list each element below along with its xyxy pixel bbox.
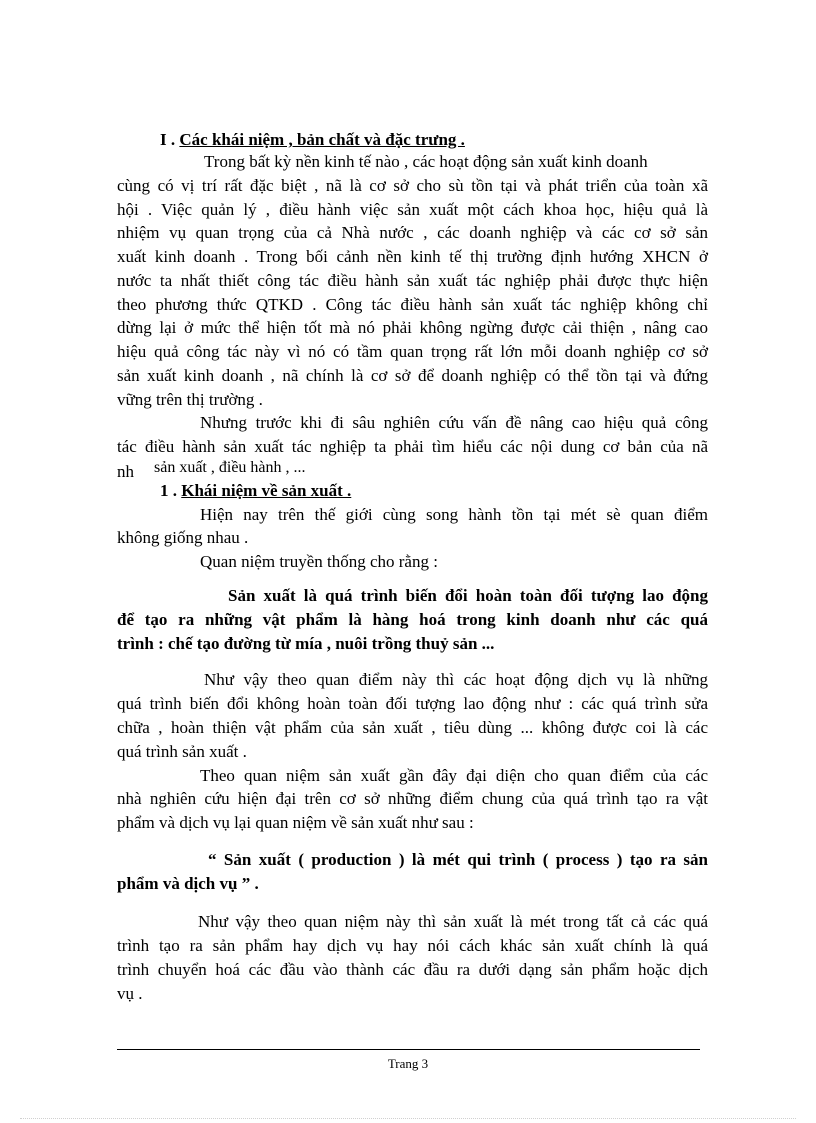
- page-number: Trang 3: [387, 1056, 429, 1071]
- para1-line-9: hiệu quả công tác này vì nó có tầm quan trọng rất lớn mỗi doanh nghiệp cơ sở: [117, 342, 708, 361]
- para1-line-4: nhiệm vụ quan trọng của cả Nhà nước , các doanh nghiệp và các cơ sở sản: [117, 223, 708, 242]
- section-heading-2-number: 1 .: [160, 481, 182, 500]
- para1-line-2: cùng có vị trí rất đặc biệt , nã là cơ sở cho sù tồn tại và phát triển của toàn xã: [117, 176, 708, 195]
- footer-divider: [117, 1049, 700, 1050]
- section-heading-2-title: Khái niệm về sản xuất .: [181, 481, 352, 500]
- quote1-line-2: để tạo ra những vật phẩm là hàng hoá trong kinh doanh như các quá: [117, 610, 708, 629]
- para5-line-3: chữa , hoàn thiện vật phẩm của sản xuất , tiêu dùng ... không được coi là các: [117, 718, 708, 737]
- section-heading-1: [160, 130, 465, 150]
- para5-line-4: quá trình sản xuất .: [117, 742, 247, 761]
- para7-line-2: trình tạo ra sản phẩm hay dịch vụ hay nói cách khác sản xuất chính là quá: [117, 936, 708, 955]
- para7-line-1: Như vậy theo quan niệm này thì sản xuất là mét trong tất cả các quá: [198, 912, 708, 931]
- para2-line-3a: nh: [117, 462, 134, 481]
- para1-line-11: vững trên thị trường .: [117, 390, 263, 409]
- para1-line-1: Trong bất kỳ nền kinh tế nào , các hoạt động sản xuất kinh doanh: [204, 152, 648, 171]
- page-bottom-edge: [20, 1118, 796, 1119]
- para1-line-8: dừng lại ở mức thể hiện tốt mà nó phải không ngừng được cải thiện , nâng cao: [117, 318, 708, 337]
- para2-line-1: Nhưng trước khi đi sâu nghiên cứu vấn đề nâng cao hiệu quả công: [200, 413, 708, 432]
- quote2-line-2: phẩm và dịch vụ ” .: [117, 874, 259, 893]
- para5-line-1: Như vậy theo quan điểm này thì các hoạt động dịch vụ là những: [204, 670, 708, 689]
- para4-line-1: Quan niệm truyền thống cho rằng :: [200, 552, 438, 571]
- para7-line-4: vụ .: [117, 984, 143, 1003]
- para2-line-2: tác điều hành sản xuất tác nghiệp ta phải tìm hiểu các nội dung cơ bản của nã: [117, 437, 708, 456]
- quote2-line-1: “ Sản xuất ( production ) là mét qui trình ( process ) tạo ra sản: [208, 850, 708, 869]
- para3-line-2: không giống nhau .: [117, 528, 249, 547]
- quote1-line-3: trình : chế tạo đường từ mía , nuôi trồng thuỷ sản ...: [117, 634, 495, 653]
- para5-line-2: quá trình biến đổi không hoàn toàn đối tượng lao động như : các quá trình sửa: [117, 694, 708, 713]
- section-heading-1-title: Các khái niệm , bản chất và đặc trưng .: [179, 130, 465, 149]
- para6-line-1: Theo quan niệm sản xuất gần đây đại diện cho quan điểm của các: [200, 766, 708, 785]
- quote1-line-1: Sản xuất là quá trình biến đổi hoàn toàn đối tượng lao động: [228, 586, 708, 605]
- para7-line-3: trình chuyển hoá các đầu vào thành các đầu ra dưới dạng sản phẩm hoặc dịch: [117, 960, 708, 979]
- para1-line-5: xuất kinh doanh . Trong bối cảnh nền kinh tế thị trường định hướng XHCN ở: [117, 247, 708, 266]
- para3-line-1: Hiện nay trên thế giới cùng song hành tồn tại mét sè quan điểm: [200, 505, 708, 524]
- section-heading-1-number: I .: [160, 130, 180, 149]
- para1-line-6: nước ta nhất thiết công tác điều hành sản xuất tác nghiệp phải được thực hiện: [117, 271, 708, 290]
- section-heading-2: [160, 481, 351, 501]
- para6-line-3: phẩm và dịch vụ lại quan niệm về sản xuất như sau :: [117, 813, 474, 832]
- para2-line-3b: sản xuất , điều hành , ...: [154, 459, 306, 476]
- para1-line-7: theo phương thức QTKD . Công tác điều hành sản xuất tác nghiệp không chỉ: [117, 295, 708, 314]
- para1-line-3: hội . Việc quản lý , điều hành việc sản xuất một cách khoa học, hiệu quả là: [117, 200, 708, 219]
- para6-line-2: nhà nghiên cứu hiện đại trên cơ sở những điểm chung của quá trình tạo ra vật: [117, 789, 708, 808]
- para1-line-10: sản xuất kinh doanh , nã chính là cơ sở để doanh nghiệp có thể tồn tại và đứng: [117, 366, 708, 385]
